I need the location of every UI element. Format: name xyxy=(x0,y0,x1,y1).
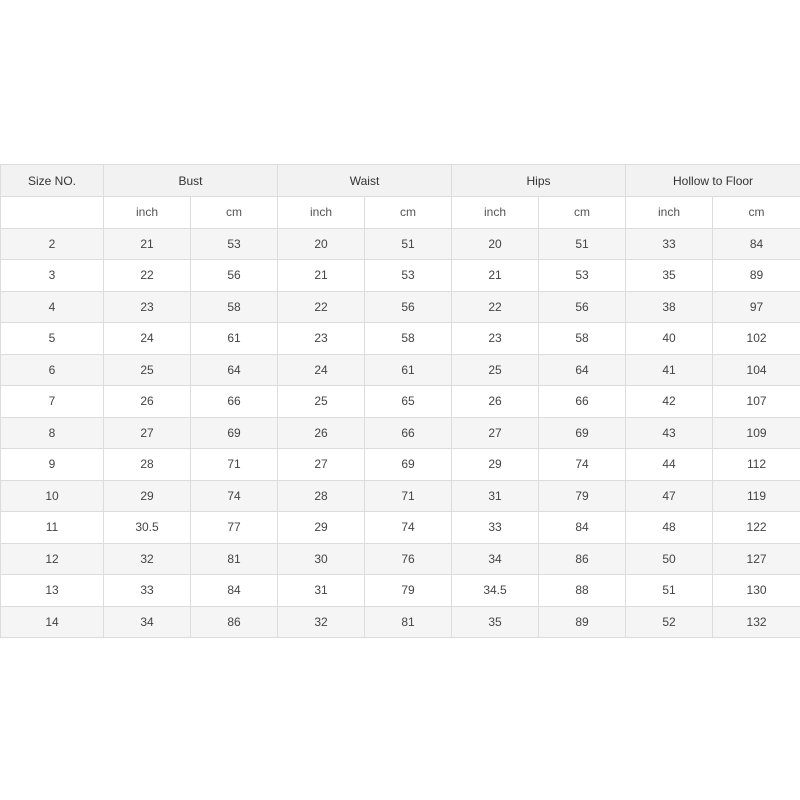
hips-cm-cell: 53 xyxy=(539,260,626,292)
waist-cm-cell: 81 xyxy=(365,606,452,638)
size-cell: 11 xyxy=(1,512,104,544)
size-cell: 2 xyxy=(1,228,104,260)
bust-cm-cell: 77 xyxy=(191,512,278,544)
hips-inch-cell: 31 xyxy=(452,480,539,512)
waist-inch-cell: 24 xyxy=(278,354,365,386)
unit-row xyxy=(1,197,800,229)
hips-cm-cell: 66 xyxy=(539,386,626,418)
hollow-to-floor-inch-cell: 33 xyxy=(626,228,713,260)
table-row xyxy=(1,480,800,512)
table-row xyxy=(1,575,800,607)
hips-inch-cell: 23 xyxy=(452,323,539,355)
hollow-to-floor-inch-cell: 35 xyxy=(626,260,713,292)
size-cell: 13 xyxy=(1,575,104,607)
bust-inch-cell: 32 xyxy=(104,543,191,575)
hollow-to-floor-cm-cell: 127 xyxy=(713,543,800,575)
hollow-to-floor-inch-cell: 48 xyxy=(626,512,713,544)
waist-inch-cell: 27 xyxy=(278,449,365,481)
hips-inch-cell: 29 xyxy=(452,449,539,481)
bust-cm-cell: 81 xyxy=(191,543,278,575)
waist-inch-cell: 31 xyxy=(278,575,365,607)
waist-inch-cell: 28 xyxy=(278,480,365,512)
hollow-to-floor-cm-cell: 102 xyxy=(713,323,800,355)
hips-cm-cell: 64 xyxy=(539,354,626,386)
hips-inch-cell: 25 xyxy=(452,354,539,386)
waist-cm-cell: 65 xyxy=(365,386,452,418)
hollow-to-floor-inch-cell: 52 xyxy=(626,606,713,638)
unit-cell: cm xyxy=(539,197,626,229)
hollow-to-floor-inch-cell: 42 xyxy=(626,386,713,418)
size-cell: 10 xyxy=(1,480,104,512)
waist-cm-cell: 51 xyxy=(365,228,452,260)
table-row xyxy=(1,228,800,260)
unit-cell-blank xyxy=(1,197,104,229)
size-cell: 12 xyxy=(1,543,104,575)
hollow-to-floor-inch-cell: 40 xyxy=(626,323,713,355)
size-cell: 8 xyxy=(1,417,104,449)
waist-cm-cell: 61 xyxy=(365,354,452,386)
waist-cm-cell: 66 xyxy=(365,417,452,449)
hollow-to-floor-cm-cell: 84 xyxy=(713,228,800,260)
waist-cm-cell: 58 xyxy=(365,323,452,355)
size-cell: 7 xyxy=(1,386,104,418)
table-row xyxy=(1,512,800,544)
size-cell: 5 xyxy=(1,323,104,355)
table-row xyxy=(1,323,800,355)
waist-inch-cell: 25 xyxy=(278,386,365,418)
waist-inch-cell: 29 xyxy=(278,512,365,544)
hips-inch-cell: 34.5 xyxy=(452,575,539,607)
waist-inch-cell: 21 xyxy=(278,260,365,292)
hollow-to-floor-inch-cell: 38 xyxy=(626,291,713,323)
table-row xyxy=(1,386,800,418)
bust-inch-cell: 34 xyxy=(104,606,191,638)
bust-cm-cell: 86 xyxy=(191,606,278,638)
size-cell: 4 xyxy=(1,291,104,323)
hips-cm-cell: 58 xyxy=(539,323,626,355)
bust-inch-cell: 22 xyxy=(104,260,191,292)
table-row xyxy=(1,260,800,292)
bust-cm-cell: 69 xyxy=(191,417,278,449)
bust-inch-cell: 25 xyxy=(104,354,191,386)
hollow-to-floor-cm-cell: 112 xyxy=(713,449,800,481)
waist-inch-cell: 32 xyxy=(278,606,365,638)
hips-inch-cell: 26 xyxy=(452,386,539,418)
bust-cm-cell: 66 xyxy=(191,386,278,418)
waist-inch-cell: 20 xyxy=(278,228,365,260)
hips-inch-cell: 34 xyxy=(452,543,539,575)
header-size-no: Size NO. xyxy=(1,165,104,197)
waist-inch-cell: 22 xyxy=(278,291,365,323)
hips-cm-cell: 89 xyxy=(539,606,626,638)
waist-inch-cell: 30 xyxy=(278,543,365,575)
bust-inch-cell: 21 xyxy=(104,228,191,260)
waist-cm-cell: 79 xyxy=(365,575,452,607)
hollow-to-floor-cm-cell: 104 xyxy=(713,354,800,386)
waist-inch-cell: 26 xyxy=(278,417,365,449)
waist-cm-cell: 53 xyxy=(365,260,452,292)
hollow-to-floor-cm-cell: 97 xyxy=(713,291,800,323)
bust-cm-cell: 84 xyxy=(191,575,278,607)
bust-inch-cell: 23 xyxy=(104,291,191,323)
hips-cm-cell: 74 xyxy=(539,449,626,481)
hips-cm-cell: 88 xyxy=(539,575,626,607)
hollow-to-floor-cm-cell: 119 xyxy=(713,480,800,512)
hips-inch-cell: 21 xyxy=(452,260,539,292)
bust-inch-cell: 24 xyxy=(104,323,191,355)
waist-cm-cell: 69 xyxy=(365,449,452,481)
hollow-to-floor-inch-cell: 51 xyxy=(626,575,713,607)
bust-cm-cell: 58 xyxy=(191,291,278,323)
size-cell: 9 xyxy=(1,449,104,481)
hollow-to-floor-inch-cell: 44 xyxy=(626,449,713,481)
header-row xyxy=(1,165,800,197)
hips-cm-cell: 86 xyxy=(539,543,626,575)
bust-cm-cell: 71 xyxy=(191,449,278,481)
table-row xyxy=(1,291,800,323)
table-row xyxy=(1,449,800,481)
bust-inch-cell: 27 xyxy=(104,417,191,449)
unit-cell: cm xyxy=(365,197,452,229)
hips-inch-cell: 22 xyxy=(452,291,539,323)
bust-cm-cell: 53 xyxy=(191,228,278,260)
bust-cm-cell: 61 xyxy=(191,323,278,355)
unit-cell: inch xyxy=(104,197,191,229)
unit-cell: cm xyxy=(191,197,278,229)
hips-cm-cell: 84 xyxy=(539,512,626,544)
table-row xyxy=(1,417,800,449)
waist-cm-cell: 56 xyxy=(365,291,452,323)
unit-cell: inch xyxy=(452,197,539,229)
hollow-to-floor-inch-cell: 43 xyxy=(626,417,713,449)
header-hollow-to-floor: Hollow to Floor xyxy=(626,165,800,197)
waist-cm-cell: 74 xyxy=(365,512,452,544)
header-bust: Bust xyxy=(104,165,278,197)
hips-inch-cell: 27 xyxy=(452,417,539,449)
table-row xyxy=(1,354,800,386)
waist-cm-cell: 76 xyxy=(365,543,452,575)
hollow-to-floor-cm-cell: 109 xyxy=(713,417,800,449)
waist-cm-cell: 71 xyxy=(365,480,452,512)
table-row xyxy=(1,543,800,575)
unit-cell: cm xyxy=(713,197,800,229)
hips-inch-cell: 33 xyxy=(452,512,539,544)
hollow-to-floor-inch-cell: 41 xyxy=(626,354,713,386)
hollow-to-floor-cm-cell: 107 xyxy=(713,386,800,418)
waist-inch-cell: 23 xyxy=(278,323,365,355)
hips-inch-cell: 35 xyxy=(452,606,539,638)
bust-cm-cell: 64 xyxy=(191,354,278,386)
size-chart-table xyxy=(0,164,800,638)
hollow-to-floor-cm-cell: 89 xyxy=(713,260,800,292)
bust-inch-cell: 26 xyxy=(104,386,191,418)
hollow-to-floor-cm-cell: 122 xyxy=(713,512,800,544)
table-row xyxy=(1,606,800,638)
size-cell: 3 xyxy=(1,260,104,292)
hips-cm-cell: 69 xyxy=(539,417,626,449)
hips-cm-cell: 79 xyxy=(539,480,626,512)
bust-inch-cell: 30.5 xyxy=(104,512,191,544)
bust-inch-cell: 28 xyxy=(104,449,191,481)
hollow-to-floor-inch-cell: 47 xyxy=(626,480,713,512)
unit-cell: inch xyxy=(626,197,713,229)
hips-cm-cell: 56 xyxy=(539,291,626,323)
bust-inch-cell: 29 xyxy=(104,480,191,512)
hollow-to-floor-cm-cell: 132 xyxy=(713,606,800,638)
header-hips: Hips xyxy=(452,165,626,197)
size-cell: 14 xyxy=(1,606,104,638)
unit-cell: inch xyxy=(278,197,365,229)
header-waist: Waist xyxy=(278,165,452,197)
bust-cm-cell: 56 xyxy=(191,260,278,292)
hips-cm-cell: 51 xyxy=(539,228,626,260)
size-cell: 6 xyxy=(1,354,104,386)
bust-inch-cell: 33 xyxy=(104,575,191,607)
hips-inch-cell: 20 xyxy=(452,228,539,260)
hollow-to-floor-inch-cell: 50 xyxy=(626,543,713,575)
hollow-to-floor-cm-cell: 130 xyxy=(713,575,800,607)
bust-cm-cell: 74 xyxy=(191,480,278,512)
